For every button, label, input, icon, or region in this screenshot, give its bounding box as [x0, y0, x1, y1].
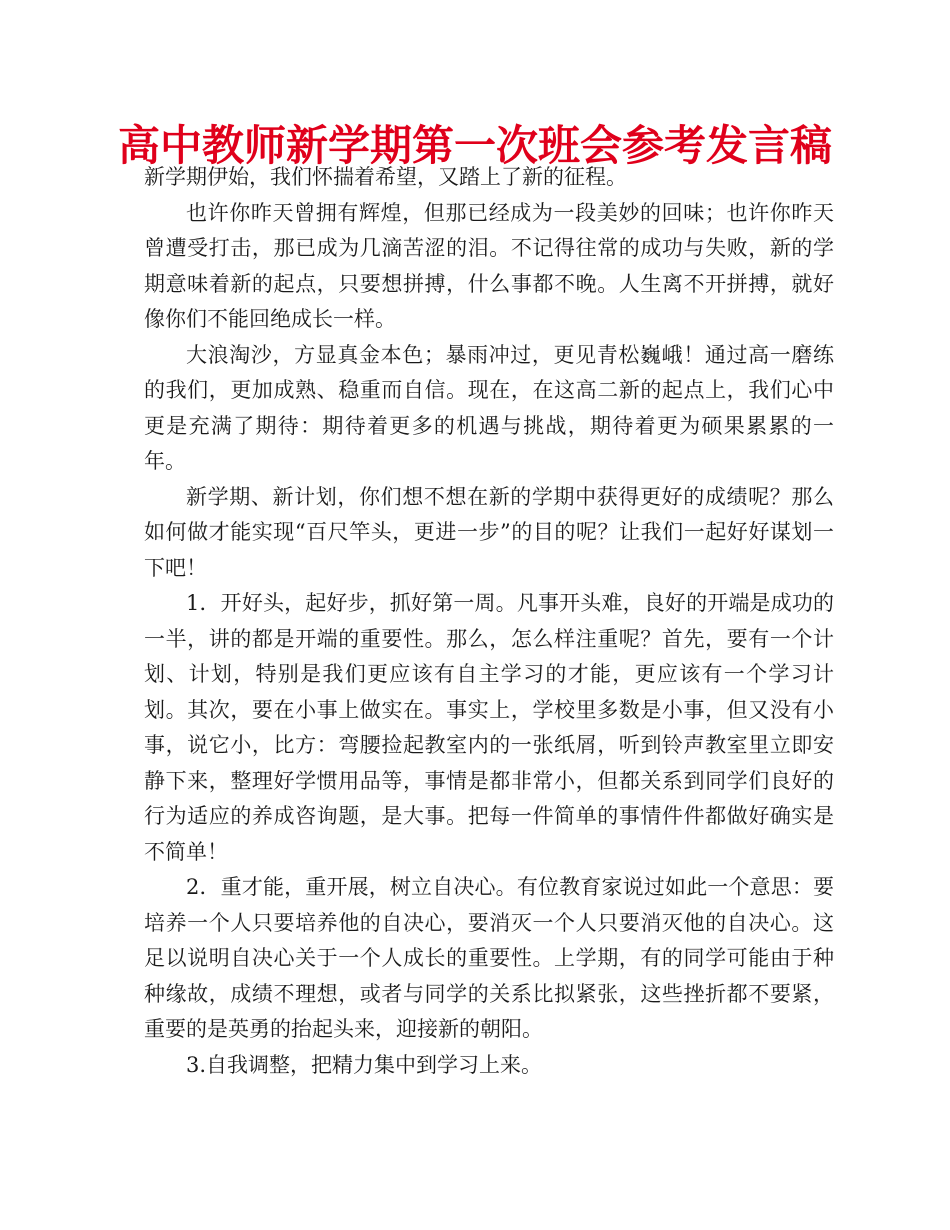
paragraph-plan: 新学期、新计划，你们想不想在新的学期中获得更好的成绩呢？那么如何做才能实现“百尺竿头，更进一步”的目的呢？让我们一起好好谋划一下吧！: [144, 484, 834, 580]
paragraph-point-3: 3.自我调整，把精力集中到学习上来。: [186, 1052, 543, 1077]
paragraph-growth: 大浪淘沙，方显真金本色；暴雨冲过，更见青松巍峨！通过高一磨练的我们，更加成熟、稳重而自信。现在，在这高二新的起点上，我们心中更是充满了期待：期待着更多的机遇与挑战，期待着更为硕果累累的一年。: [144, 342, 834, 473]
paragraph-past: 也许你昨天曾拥有辉煌，但那已经成为一段美妙的回味；也许你昨天曾遭受打击，那已成为几滴苦涩的泪。不记得往常的成功与失败，新的学期意味着新的起点，只要想拼搏，什么事都不晚。人生离不开拼搏，就好像你们不能回绝成长一样。: [144, 200, 834, 331]
document-body: [144, 160, 834, 1083]
paragraph-point-1: 1．开好头，起好步，抓好第一周。凡事开头难，良好的开端是成功的一半，讲的都是开端的重要性。那么，怎么样注重呢？首先，要有一个计划、计划，特别是我们更应该有自主学习的才能，更应该有一个学习计划。其次，要在小事上做实在。事实上，学校里多数是小事，但又没有小事，说它小，比方：弯腰捡起教室内的一张纸屑，听到铃声教室里立即安静下来，整理好学惯用品等，事情是都非常小，但都关系到同学们良好的行为适应的养成咨询题，是大事。把每一件简单的事情件件都做好确实是不简单！: [144, 591, 834, 864]
document-title: 高中教师新学期第一次班会参考发言稿: [117, 121, 832, 170]
paragraph-point-2: 2．重才能，重开展，树立自决心。有位教育家说过如此一个意思：要培养一个人只要培养他的自决心，要消灭一个人只要消灭他的自决心。这足以说明自决心关于一个人成长的重要性。上学期，有的同学可能由于种种缘故，成绩不理想，或者与同学的关系比拟紧张，这些挫折都不要紧，重要的是英勇的抬起头来，迎接新的朝阳。: [144, 875, 834, 1041]
paragraph-opening: 新学期伊始，我们怀揣着希望，又踏上了新的征程。: [144, 165, 627, 189]
